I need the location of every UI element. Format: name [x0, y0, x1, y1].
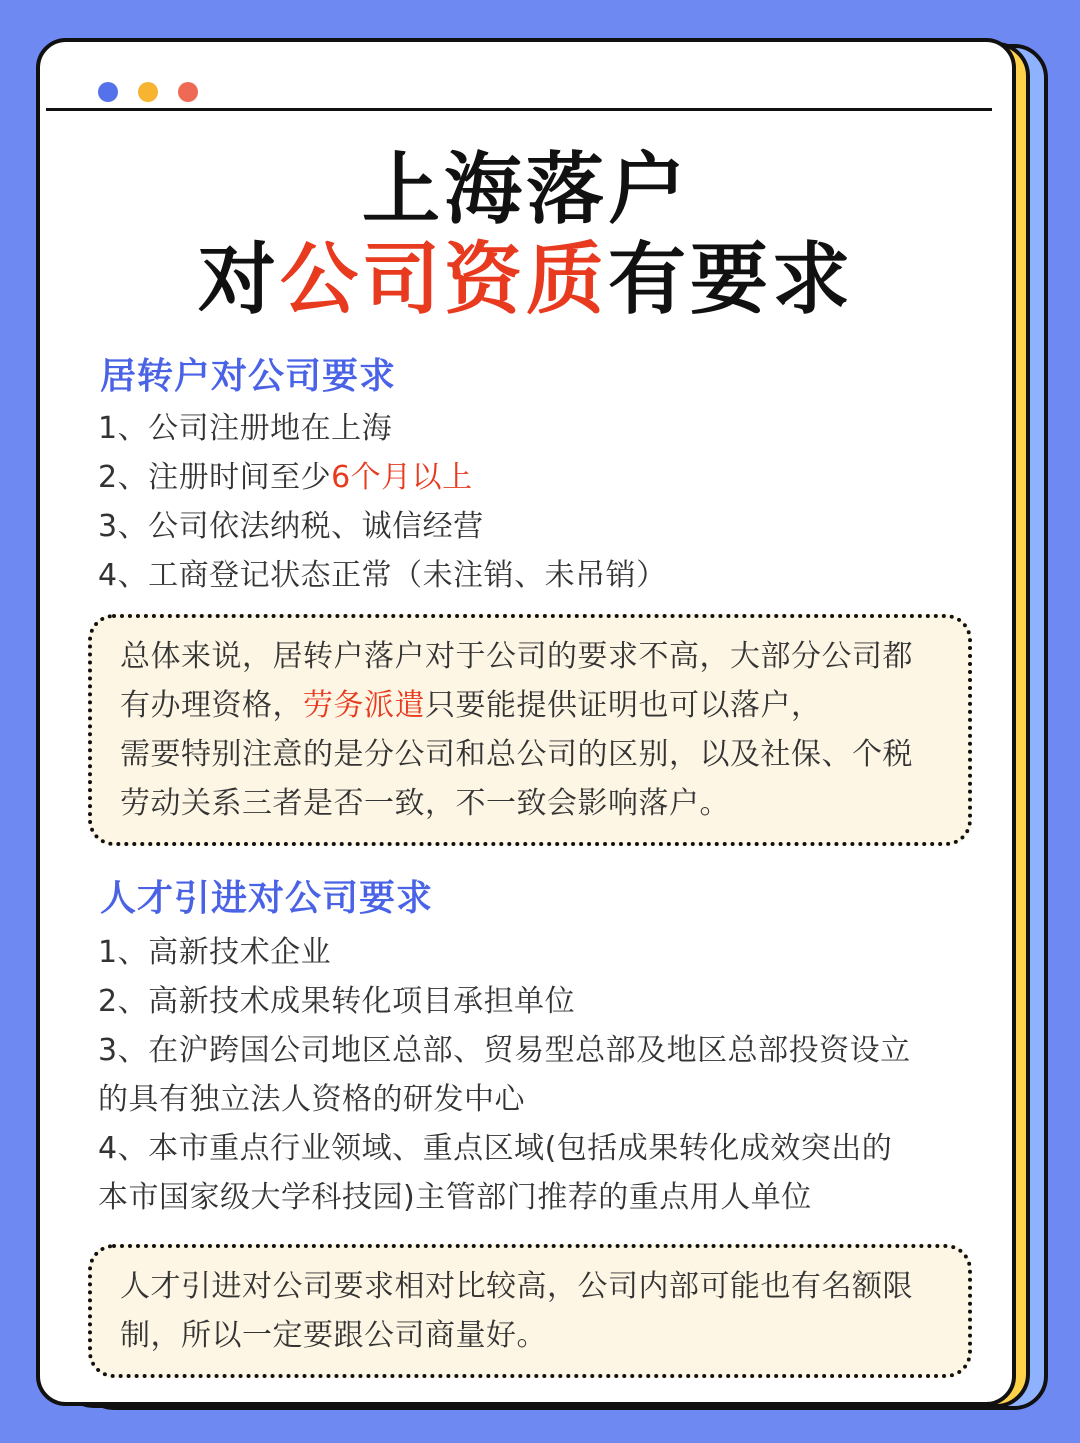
main-card [36, 38, 1016, 1406]
note-line: 制，所以一定要跟公司商量好。 [120, 1318, 547, 1353]
list-item: 4、工商登记状态正常（未注销、未吊销） [98, 558, 667, 593]
page-title-line2 [40, 234, 1012, 326]
window-dots [98, 82, 198, 102]
list-item-highlight: 6个月以上 [331, 460, 473, 495]
section1-title: 居转户对公司要求 [100, 356, 397, 397]
dot-yellow [138, 82, 158, 102]
note-line: 需要特别注意的是分公司和总公司的区别，以及社保、个税 [120, 737, 913, 772]
note-line: 人才引进对公司要求相对比较高，公司内部可能也有名额限 [120, 1269, 913, 1304]
list-item: 本市国家级大学科技园)主管部门推荐的重点用人单位 [98, 1180, 812, 1215]
list-item [98, 453, 667, 502]
note-text: 只要能提供证明也可以落户， [425, 688, 822, 723]
section2-note [88, 1244, 972, 1378]
section1-list [98, 404, 667, 600]
list-item: 1、公司注册地在上海 [98, 411, 393, 446]
note-line [120, 681, 942, 730]
page-title-line1: 上海落户 [361, 145, 690, 235]
note-highlight: 劳务派遣 [303, 688, 425, 723]
list-item: 3、在沪跨国公司地区总部、贸易型总部及地区总部投资设立 [98, 1033, 911, 1068]
section2-title: 人才引进对公司要求 [100, 878, 434, 919]
title-prefix: 对 [197, 235, 280, 325]
note-text: 有办理资格， [120, 688, 303, 723]
title-bar-divider [46, 108, 992, 111]
title-highlight: 公司资质 [279, 235, 608, 325]
note-line: 劳动关系三者是否一致，不一致会影响落户。 [120, 786, 730, 821]
list-item-text: 2、注册时间至少 [98, 460, 332, 495]
section2-list [98, 928, 911, 1222]
section1-note [88, 614, 972, 846]
dot-red [178, 82, 198, 102]
list-item: 2、高新技术成果转化项目承担单位 [98, 984, 576, 1019]
note-line: 总体来说，居转户落户对于公司的要求不高，大部分公司都 [120, 639, 913, 674]
list-item: 的具有独立法人资格的研发中心 [98, 1082, 525, 1117]
dot-blue [98, 82, 118, 102]
title-suffix: 有要求 [608, 235, 855, 325]
list-item: 3、公司依法纳税、诚信经营 [98, 509, 484, 544]
list-item: 4、本市重点行业领域、重点区域(包括成果转化成效突出的 [98, 1131, 893, 1166]
list-item: 1、高新技术企业 [98, 935, 332, 970]
